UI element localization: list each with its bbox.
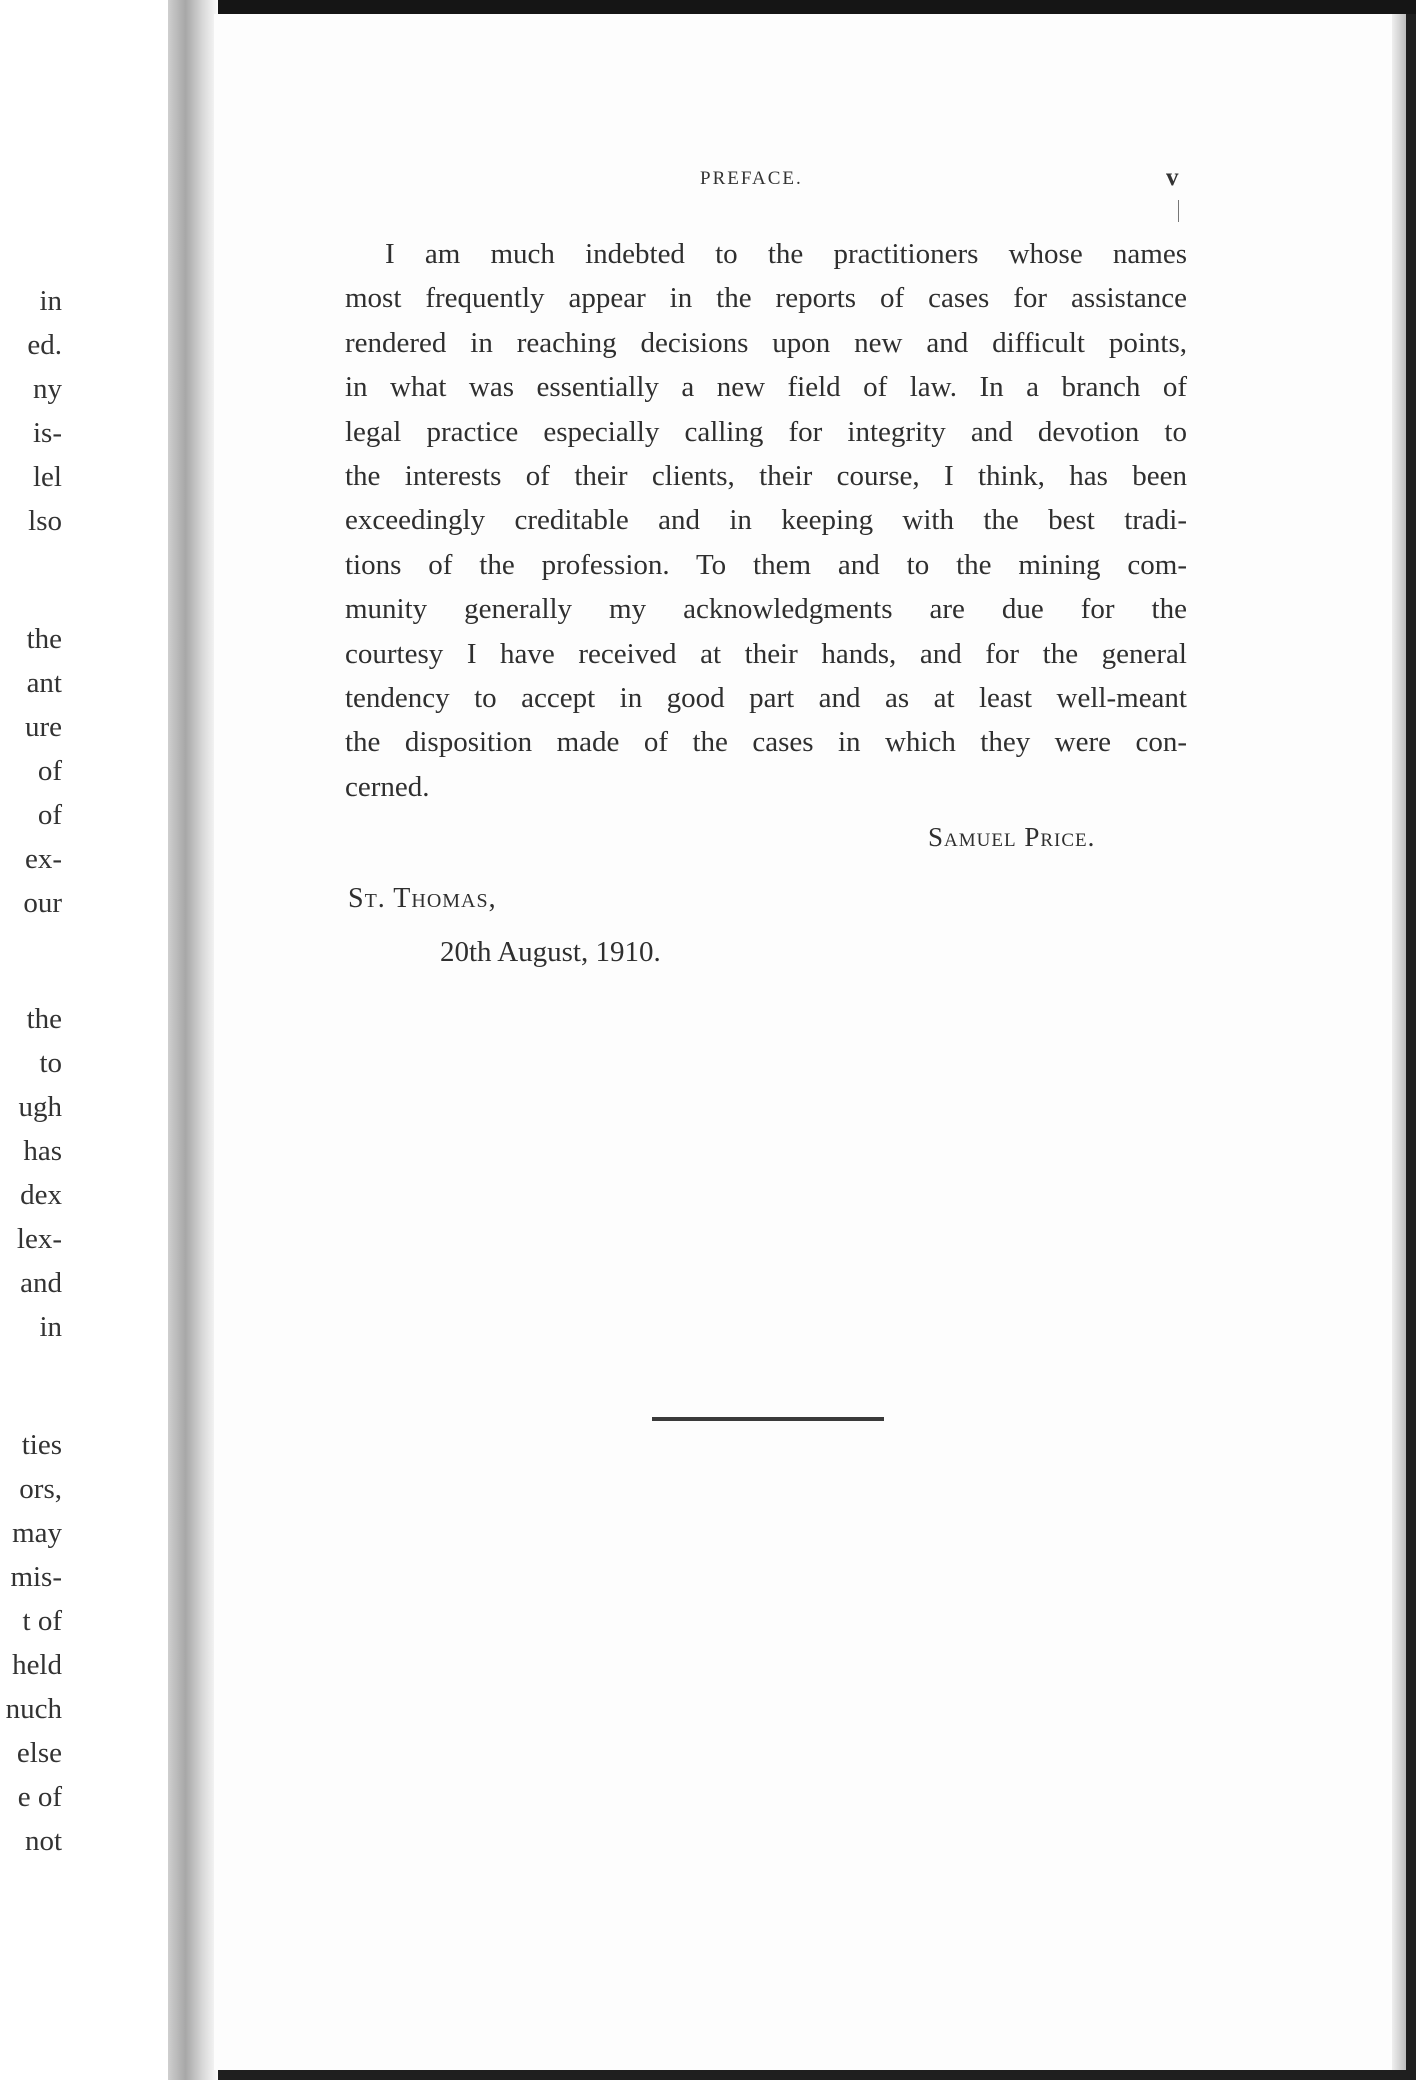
- left-fragment: ors,: [19, 1473, 62, 1505]
- paragraph-line: the disposition made of the cases in which they were con-: [345, 726, 1187, 759]
- left-fragment: ugh: [18, 1091, 62, 1123]
- left-fragment: has: [23, 1135, 62, 1167]
- paragraph-line: exceedingly creditable and in keeping with the best tradi-: [345, 504, 1187, 537]
- left-fragment: nuch: [5, 1693, 62, 1725]
- date-line: 20th August, 1910.: [440, 936, 661, 968]
- section-end-rule: [652, 1417, 884, 1421]
- paragraph-line: courtesy I have received at their hands, and for the general: [345, 637, 1187, 670]
- place-line: St. Thomas,: [348, 883, 497, 914]
- left-fragment: else: [16, 1737, 62, 1769]
- paragraph-line: I am much indebted to the practitioners whose names: [385, 238, 1187, 270]
- page-edge: [1392, 14, 1406, 2070]
- left-fragment: e of: [17, 1781, 62, 1813]
- page-number: v: [1166, 164, 1179, 191]
- paragraph-line: in what was essentially a new field of law. In a branch of: [345, 371, 1187, 404]
- left-fragment: mis-: [10, 1561, 62, 1593]
- left-fragment: of: [37, 755, 62, 787]
- left-fragment: ant: [26, 667, 62, 699]
- book-gutter-shadow: [168, 0, 218, 2080]
- left-fragment: ed.: [27, 329, 62, 361]
- left-fragment: may: [12, 1517, 62, 1549]
- left-fragment: lso: [28, 505, 62, 537]
- left-fragment: not: [24, 1825, 62, 1857]
- left-fragment: held: [12, 1649, 62, 1681]
- paragraph-line: cerned.: [345, 770, 430, 803]
- left-fragment: lex-: [16, 1223, 62, 1255]
- left-fragment: of: [37, 799, 62, 831]
- paragraph-line: tendency to accept in good part and as at least well-meant: [345, 681, 1187, 714]
- paragraph-line: tions of the profession. To them and to the mining com-: [345, 548, 1187, 581]
- paragraph-line: munity generally my acknowledgments are due for the: [345, 593, 1187, 626]
- left-fragment: to: [39, 1047, 62, 1079]
- left-fragment: and: [20, 1267, 62, 1299]
- left-fragment: the: [26, 623, 62, 655]
- margin-tick-mark: [1178, 200, 1179, 222]
- left-fragment: ure: [24, 711, 62, 743]
- left-fragment: in: [39, 1311, 62, 1343]
- left-fragment: our: [23, 887, 62, 919]
- left-fragment: lel: [33, 461, 62, 493]
- paragraph-line: the interests of their clients, their course, I think, has been: [345, 459, 1187, 492]
- left-fragment: t of: [22, 1605, 62, 1637]
- running-head: PREFACE.: [700, 168, 803, 189]
- left-fragment: dex: [20, 1179, 62, 1211]
- left-fragment: ex-: [24, 843, 62, 875]
- left-fragment: the: [26, 1003, 62, 1035]
- author-signature: Samuel Price.: [928, 822, 1096, 852]
- left-fragment: in: [39, 285, 62, 317]
- left-fragment: ties: [21, 1429, 62, 1461]
- left-fragment: ny: [33, 373, 62, 405]
- left-fragment: is-: [33, 417, 62, 449]
- left-page-text-fragments: [0, 0, 180, 2080]
- preface-paragraph: [345, 232, 1187, 809]
- paragraph-line: rendered in reaching decisions upon new and difficult points,: [345, 326, 1187, 359]
- paragraph-line: legal practice especially calling for integrity and devotion to: [345, 415, 1187, 448]
- paragraph-line: most frequently appear in the reports of cases for assistance: [345, 282, 1187, 315]
